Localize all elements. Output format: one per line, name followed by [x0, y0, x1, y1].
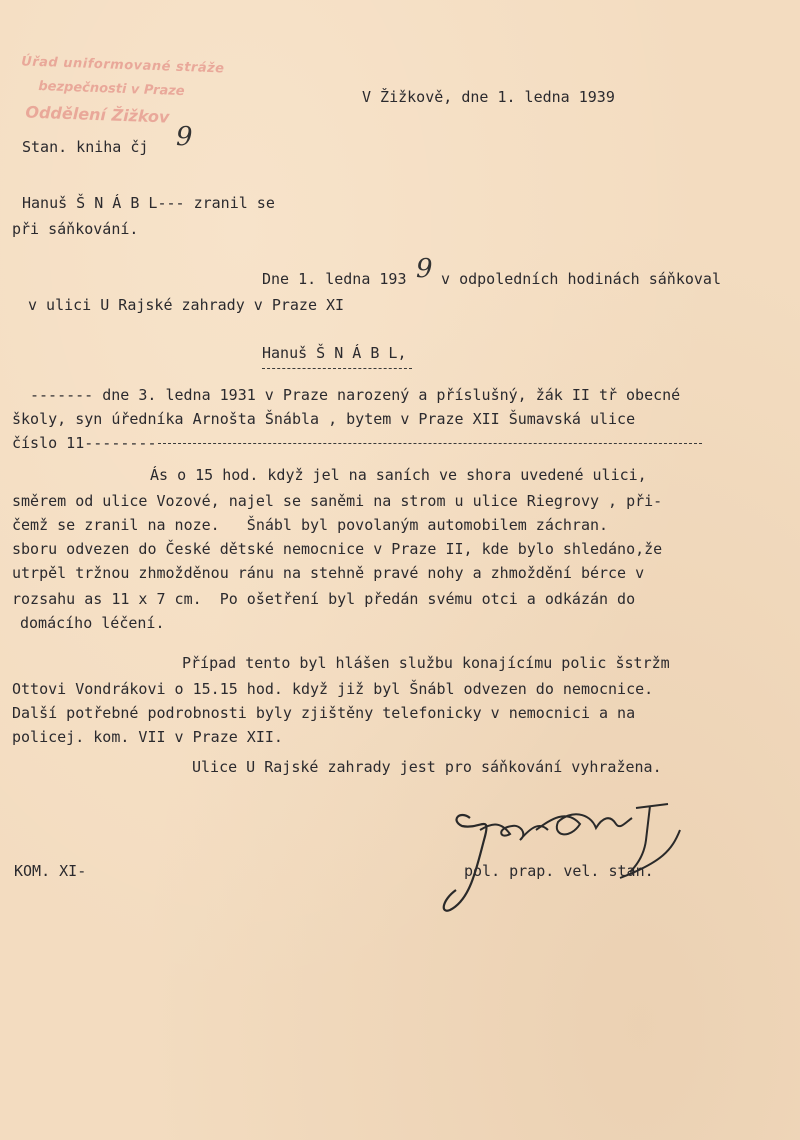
closing-line: Ulice U Rajské zahrady jest pro sáňkování vyhražena.: [192, 758, 662, 776]
paragraph-line: čemž se zranil na noze. Šnábl byl povolaným automobilem záchran.: [12, 516, 609, 534]
paragraph-line: domácího léčení.: [20, 614, 165, 632]
intro-line: Dne 1. ledna 193: [262, 270, 407, 288]
subject-line: při sáňkování.: [12, 220, 139, 238]
stamp-line: Úřad uniformované stráže: [20, 54, 225, 77]
intro-line: v ulici U Rajské zahrady v Praze XI: [28, 296, 345, 314]
signature-title: pol. prap. vel. stan.: [464, 862, 654, 880]
paragraph-line: policej. kom. VII v Praze XII.: [12, 728, 283, 746]
office-code: KOM. XI-: [14, 862, 87, 880]
paragraph-line: Ás o 15 hod. když jel na saních ve shora uvedené ulici,: [150, 466, 647, 484]
paragraph-line: Ottovi Vondrákovi o 15.15 hod. když již byl Šnábl odvezen do nemocnice.: [12, 680, 654, 698]
paragraph-line: rozsahu as 11 x 7 cm. Po ošetření byl předán svému otci a odkázán do: [12, 590, 636, 608]
place-date: V Žižkově, dne 1. ledna 1939: [362, 88, 615, 106]
fill-line: [158, 443, 702, 444]
paragraph-line: utrpěl tržnou zhmožděnou ránu na stehně pravé nohy a zhmoždění bérce v: [12, 564, 645, 582]
name-heading: Hanuš Š N Á B L,: [262, 344, 407, 362]
paragraph-line: Případ tento byl hlášen službu konajícímu polic šstržm: [182, 654, 670, 672]
intro-line: v odpoledních hodinách sáňkoval: [432, 270, 721, 288]
office-stamp: [9, 54, 242, 142]
handwritten-signature: [440, 800, 700, 920]
stamp-line: bezpečnosti v Praze: [38, 78, 185, 100]
handwritten-year-digit: 9: [416, 254, 433, 284]
stamp-line: Oddělení Žižkov: [25, 102, 170, 127]
paragraph-line: sboru odvezen do České dětské nemocnice v Praze II, kde bylo shledáno,že: [12, 540, 663, 558]
heading-underline: [262, 368, 412, 369]
paragraph-line: ------- dne 3. ledna 1931 v Praze narozený a příslušný, žák II tř obecné: [30, 386, 681, 404]
paragraph-line: směrem od ulice Vozové, najel se saněmi na strom u ulice Riegrovy , při-: [12, 492, 663, 510]
paragraph-line: Další potřebné podrobnosti byly zjištěny telefonicky v nemocnici a na: [12, 704, 636, 722]
paragraph-line: číslo 11--------: [12, 434, 157, 452]
paragraph-line: školy, syn úředníka Arnošta Šnábla , bytem v Praze XII Šumavská ulice: [12, 410, 636, 428]
book-label: Stan. kniha čj: [22, 138, 149, 156]
subject-line: Hanuš Š N Á B L--- zranil se: [22, 194, 275, 212]
book-number: 9: [176, 122, 193, 152]
